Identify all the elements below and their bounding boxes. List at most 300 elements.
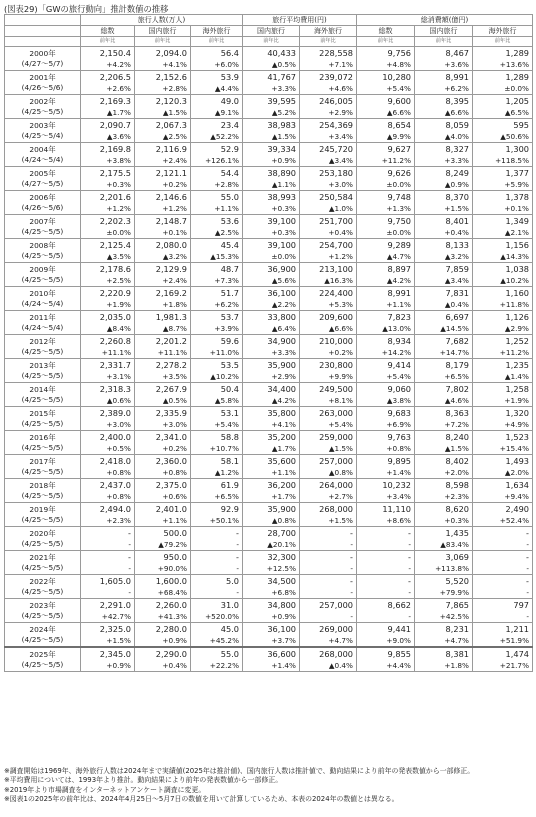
data-cell — [415, 143, 473, 167]
cell-change: +5.9% — [504, 180, 529, 189]
cell-change: +2.4% — [162, 156, 187, 165]
col-header: 海外旅行 — [191, 26, 243, 37]
cell-value: 2,267.9 — [155, 384, 187, 394]
data-cell — [473, 551, 533, 575]
cell-change: - — [526, 612, 529, 621]
cell-change: +8.6% — [386, 516, 411, 525]
data-cell — [357, 527, 415, 551]
cell-change: ▲6.4% — [271, 324, 296, 333]
data-cell — [473, 71, 533, 95]
cell-value: 251,700 — [319, 216, 353, 226]
data-cell — [191, 143, 243, 167]
data-cell — [473, 599, 533, 623]
cell-value: 55.0 — [220, 649, 239, 659]
data-cell — [191, 239, 243, 263]
cell-value: 264,000 — [319, 480, 353, 490]
cell-value: 35,800 — [267, 408, 296, 418]
data-cell — [473, 167, 533, 191]
cell-value: 263,000 — [319, 408, 353, 418]
cell-change: ▲2.1% — [504, 228, 529, 237]
period-label: (4/26～5/6) — [21, 202, 64, 212]
data-cell — [135, 527, 191, 551]
cell-change: +21.7% — [499, 661, 529, 670]
cell-change: ▲1.7% — [271, 444, 296, 453]
cell-change: +2.8% — [162, 84, 187, 93]
data-cell — [415, 575, 473, 599]
cell-value: 53.5 — [220, 360, 239, 370]
data-cell — [243, 647, 300, 672]
data-cell — [135, 287, 191, 311]
year-label: 2002年 — [29, 97, 56, 106]
cell-value: 2,220.9 — [99, 288, 131, 298]
table-row — [5, 167, 533, 191]
yoy-header: 前年比 — [135, 37, 191, 47]
period-label: (4/27～5/5) — [21, 178, 64, 188]
cell-value: 8,654 — [387, 120, 411, 130]
data-cell — [135, 455, 191, 479]
data-cell — [357, 191, 415, 215]
cell-value: 1,038 — [505, 264, 529, 274]
corner-cell — [5, 26, 81, 37]
data-cell — [300, 575, 357, 599]
cell-value: 36,900 — [267, 264, 296, 274]
cell-value: 2,335.9 — [155, 408, 187, 418]
cell-value: 32,300 — [267, 552, 296, 562]
data-cell — [357, 287, 415, 311]
cell-value: 1,600.0 — [155, 576, 187, 586]
year-cell — [5, 407, 81, 431]
yoy-header: 前年比 — [357, 37, 415, 47]
cell-change: +1.2% — [106, 204, 131, 213]
cell-value: 2,121.1 — [155, 168, 187, 178]
col-header: 総数 — [81, 26, 135, 37]
cell-value: 7,682 — [445, 336, 469, 346]
data-cell — [300, 431, 357, 455]
cell-change: +4.4% — [386, 661, 411, 670]
cell-change: +1.7% — [271, 492, 296, 501]
data-cell — [357, 623, 415, 648]
period-label: (4/25～5/5) — [21, 562, 64, 572]
data-cell — [191, 383, 243, 407]
cell-value: 224,400 — [319, 288, 353, 298]
cell-change: +52.4% — [499, 516, 529, 525]
cell-change: ▲6.5% — [504, 108, 529, 117]
cell-change: ±0.0% — [386, 228, 411, 237]
data-cell — [81, 551, 135, 575]
cell-change: +8.1% — [328, 396, 353, 405]
cell-value: 2,341.0 — [155, 432, 187, 442]
cell-change: ▲9.1% — [214, 108, 239, 117]
cell-value: - — [350, 528, 353, 538]
data-cell — [243, 623, 300, 648]
data-cell — [415, 527, 473, 551]
cell-change: +0.3% — [271, 228, 296, 237]
data-cell — [81, 239, 135, 263]
data-cell — [357, 551, 415, 575]
cell-value: - — [526, 576, 529, 586]
cell-change: +1.8% — [444, 661, 469, 670]
cell-change: +7.1% — [328, 60, 353, 69]
data-cell — [473, 503, 533, 527]
data-cell — [357, 479, 415, 503]
data-cell — [191, 575, 243, 599]
data-cell — [415, 71, 473, 95]
data-cell — [81, 335, 135, 359]
data-cell — [81, 95, 135, 119]
cell-value: - — [350, 576, 353, 586]
cell-change: +1.1% — [214, 204, 239, 213]
data-cell — [415, 167, 473, 191]
cell-change: ▲14.3% — [500, 252, 529, 261]
data-cell — [415, 623, 473, 648]
cell-value: 500.0 — [163, 528, 187, 538]
cell-value: 950.0 — [163, 552, 187, 562]
data-cell — [191, 119, 243, 143]
data-cell — [243, 383, 300, 407]
data-cell — [243, 143, 300, 167]
table-row — [5, 335, 533, 359]
footnote: ※平均費用については、1993年より推計。動向結果により前年の発表数値から一部修正。 — [4, 776, 283, 785]
cell-value: 2,035.0 — [99, 312, 131, 322]
cell-change: +6.5% — [444, 372, 469, 381]
period-label: (4/25～5/5) — [21, 659, 64, 669]
year-label: 2016年 — [29, 433, 56, 442]
cell-value: 1,523 — [505, 432, 529, 442]
year-label: 2012年 — [29, 337, 56, 346]
data-cell — [357, 119, 415, 143]
data-cell — [415, 95, 473, 119]
cell-change: ▲8.7% — [162, 324, 187, 333]
cell-value: 2,260.8 — [99, 336, 131, 346]
year-cell — [5, 311, 81, 335]
cell-change: +6.2% — [444, 84, 469, 93]
cell-value: 1,211 — [505, 624, 529, 634]
year-label: 2005年 — [29, 169, 56, 178]
cell-value: 53.7 — [220, 312, 239, 322]
data-cell — [135, 215, 191, 239]
cell-value: 53.6 — [220, 216, 239, 226]
cell-value: 34,500 — [267, 576, 296, 586]
corner-cell — [5, 15, 81, 26]
cell-change: +0.2% — [162, 180, 187, 189]
cell-change: +79.9% — [439, 588, 469, 597]
data-cell — [135, 623, 191, 648]
cell-change: +4.7% — [328, 636, 353, 645]
cell-change: - — [128, 564, 131, 573]
cell-value: 41,767 — [267, 72, 296, 82]
data-cell — [135, 191, 191, 215]
cell-change: ▲6.6% — [444, 108, 469, 117]
cell-change: +90.0% — [157, 564, 187, 573]
table-row — [5, 383, 533, 407]
data-cell — [81, 623, 135, 648]
cell-change: ▲6.6% — [328, 324, 353, 333]
cell-value: - — [408, 528, 411, 538]
data-cell — [300, 527, 357, 551]
data-cell — [300, 551, 357, 575]
cell-change: +5.3% — [328, 300, 353, 309]
cell-value: 2,169.3 — [99, 96, 131, 106]
cell-change: ▲4.4% — [214, 84, 239, 93]
cell-value: 1,435 — [445, 528, 469, 538]
cell-change: +4.1% — [162, 60, 187, 69]
cell-change: - — [350, 588, 353, 597]
table-row — [5, 455, 533, 479]
cell-change: ▲1.0% — [328, 204, 353, 213]
data-cell — [415, 287, 473, 311]
cell-value: 9,600 — [387, 96, 411, 106]
data-cell — [415, 383, 473, 407]
cell-value: - — [526, 528, 529, 538]
cell-change: ▲3.6% — [106, 132, 131, 141]
cell-value: 2,418.0 — [99, 456, 131, 466]
cell-change: +2.5% — [106, 276, 131, 285]
data-cell — [473, 575, 533, 599]
data-cell — [243, 575, 300, 599]
cell-change: +2.6% — [106, 84, 131, 93]
cell-change: ▲50.6% — [500, 132, 529, 141]
cell-value: 39,100 — [267, 216, 296, 226]
cell-change: ▲2.0% — [504, 468, 529, 477]
cell-value: 35,600 — [267, 456, 296, 466]
cell-value: 2,146.6 — [155, 192, 187, 202]
period-label: (4/25～5/5) — [21, 610, 64, 620]
data-cell — [357, 359, 415, 383]
cell-value: 2,278.2 — [155, 360, 187, 370]
cell-change: +9.9% — [328, 372, 353, 381]
cell-value: 49.0 — [220, 96, 239, 106]
cell-change: +0.8% — [106, 492, 131, 501]
period-label: (4/25～5/5) — [21, 226, 64, 236]
year-cell — [5, 431, 81, 455]
table-row — [5, 647, 533, 672]
data-cell — [81, 119, 135, 143]
cell-value: 268,000 — [319, 649, 353, 659]
data-cell — [300, 647, 357, 672]
cell-change: ▲1.2% — [214, 468, 239, 477]
cell-value: 9,750 — [387, 216, 411, 226]
cell-change: +1.1% — [162, 516, 187, 525]
data-cell — [243, 431, 300, 455]
cell-change: +4.2% — [106, 60, 131, 69]
cell-value: 8,370 — [445, 192, 469, 202]
cell-value: 1,160 — [505, 288, 529, 298]
cell-value: 9,683 — [387, 408, 411, 418]
cell-change: +3.4% — [328, 132, 353, 141]
data-cell — [300, 455, 357, 479]
cell-change: +15.4% — [499, 444, 529, 453]
cell-change: ▲52.2% — [210, 132, 239, 141]
cell-change: +11.2% — [381, 156, 411, 165]
period-label: (4/25～5/5) — [21, 250, 64, 260]
cell-value: 39,595 — [267, 96, 296, 106]
data-cell — [243, 407, 300, 431]
cell-change: +0.4% — [162, 661, 187, 670]
data-cell — [473, 383, 533, 407]
year-cell — [5, 167, 81, 191]
cell-change: +0.9% — [271, 612, 296, 621]
cell-change: ▲1.5% — [444, 444, 469, 453]
cell-value: 34,400 — [267, 384, 296, 394]
cell-change: +7.2% — [444, 420, 469, 429]
year-cell — [5, 359, 81, 383]
data-cell — [357, 215, 415, 239]
table-body — [5, 47, 533, 672]
year-cell — [5, 71, 81, 95]
cell-value: 213,100 — [319, 264, 353, 274]
cell-change: +113.8% — [435, 564, 469, 573]
cell-change: +4.7% — [444, 636, 469, 645]
table-row — [5, 95, 533, 119]
data-cell — [191, 71, 243, 95]
data-cell — [81, 599, 135, 623]
cell-value: 1,320 — [505, 408, 529, 418]
period-label: (4/27～5/7) — [21, 58, 64, 68]
cell-value: 2,494.0 — [99, 504, 131, 514]
year-cell — [5, 239, 81, 263]
data-cell — [473, 143, 533, 167]
data-cell — [135, 263, 191, 287]
data-cell — [81, 287, 135, 311]
cell-change: - — [526, 564, 529, 573]
data-cell — [191, 335, 243, 359]
group-total-header: 総消費額(億円) — [357, 15, 533, 26]
period-label: (4/25～5/5) — [21, 490, 64, 500]
data-cell — [473, 47, 533, 71]
cell-value: 2,206.5 — [99, 72, 131, 82]
cell-value: 8,059 — [445, 120, 469, 130]
cell-change: +3.9% — [214, 324, 239, 333]
table-row — [5, 431, 533, 455]
cell-change: - — [236, 564, 239, 573]
year-cell — [5, 215, 81, 239]
cell-change: +3.0% — [328, 180, 353, 189]
data-cell — [191, 623, 243, 648]
cell-value: 268,000 — [319, 504, 353, 514]
cell-change: +41.3% — [157, 612, 187, 621]
cell-value: 23.4 — [220, 120, 239, 130]
cell-value: 7,831 — [445, 288, 469, 298]
cell-value: 2,401.0 — [155, 504, 187, 514]
cell-value: 9,441 — [387, 624, 411, 634]
cell-change: - — [408, 540, 411, 549]
cell-change: ▲83.4% — [440, 540, 469, 549]
year-cell — [5, 95, 81, 119]
year-cell — [5, 527, 81, 551]
cell-change: +3.0% — [162, 420, 187, 429]
cell-change: ▲4.7% — [386, 252, 411, 261]
data-cell — [135, 47, 191, 71]
cell-change: +0.8% — [386, 444, 411, 453]
cell-value: 2,129.9 — [155, 264, 187, 274]
cell-change: ▲2.9% — [504, 324, 529, 333]
data-cell — [300, 119, 357, 143]
data-cell — [300, 383, 357, 407]
data-cell — [243, 455, 300, 479]
data-cell — [473, 527, 533, 551]
col-header: 国内旅行 — [415, 26, 473, 37]
cell-value: 8,327 — [445, 144, 469, 154]
data-cell — [357, 335, 415, 359]
cell-value: 59.6 — [220, 336, 239, 346]
year-cell — [5, 287, 81, 311]
cell-value: 34,900 — [267, 336, 296, 346]
cell-value: 2,360.0 — [155, 456, 187, 466]
cell-change: +6.2% — [214, 300, 239, 309]
cell-value: 8,395 — [445, 96, 469, 106]
data-cell — [135, 167, 191, 191]
table-row — [5, 551, 533, 575]
cell-value: 1,235 — [505, 360, 529, 370]
cell-change: - — [236, 588, 239, 597]
cell-value: 92.9 — [220, 504, 239, 514]
cell-value: 2,090.7 — [99, 120, 131, 130]
period-label: (4/25～5/5) — [21, 538, 64, 548]
cell-change: +51.9% — [499, 636, 529, 645]
cell-value: 34,800 — [267, 600, 296, 610]
data-cell — [135, 71, 191, 95]
data-cell — [300, 335, 357, 359]
cell-value: 54.4 — [220, 168, 239, 178]
cell-change: +3.3% — [271, 84, 296, 93]
cell-value: 269,000 — [319, 624, 353, 634]
data-cell — [135, 407, 191, 431]
data-cell — [357, 167, 415, 191]
data-cell — [135, 335, 191, 359]
data-cell — [473, 287, 533, 311]
cell-change: +0.1% — [504, 204, 529, 213]
cell-value: 2,260.0 — [155, 600, 187, 610]
year-cell — [5, 647, 81, 672]
cell-value: 31.0 — [220, 600, 239, 610]
data-cell — [191, 191, 243, 215]
data-cell — [243, 191, 300, 215]
cell-value: 2,125.4 — [99, 240, 131, 250]
data-cell — [473, 263, 533, 287]
group-avg-cost-header: 旅行平均費用(円) — [243, 15, 357, 26]
data-cell — [191, 359, 243, 383]
cell-change: ▲10.2% — [500, 276, 529, 285]
cell-change: ▲13.0% — [382, 324, 411, 333]
data-cell — [300, 311, 357, 335]
cell-value: 8,402 — [445, 456, 469, 466]
cell-change: +0.9% — [162, 636, 187, 645]
cell-value: 45.0 — [220, 624, 239, 634]
cell-change: +68.4% — [157, 588, 187, 597]
cell-change: ▲0.6% — [106, 396, 131, 405]
cell-value: 1,289 — [505, 72, 529, 82]
cell-change: +6.5% — [214, 492, 239, 501]
cell-value: - — [236, 552, 239, 562]
cell-change: - — [526, 540, 529, 549]
year-label: 2019年 — [29, 505, 56, 514]
cell-value: 58.1 — [220, 456, 239, 466]
cell-value: 2,116.9 — [155, 144, 187, 154]
data-cell — [243, 47, 300, 71]
data-cell — [81, 143, 135, 167]
data-cell — [81, 575, 135, 599]
data-cell — [135, 479, 191, 503]
data-cell — [357, 647, 415, 672]
cell-change: ▲0.5% — [162, 396, 187, 405]
cell-change: +0.5% — [106, 444, 131, 453]
cell-change: ▲2.5% — [214, 228, 239, 237]
data-cell — [357, 455, 415, 479]
cell-value: 2,318.3 — [99, 384, 131, 394]
year-cell — [5, 191, 81, 215]
cell-value: 8,401 — [445, 216, 469, 226]
table-row — [5, 191, 533, 215]
